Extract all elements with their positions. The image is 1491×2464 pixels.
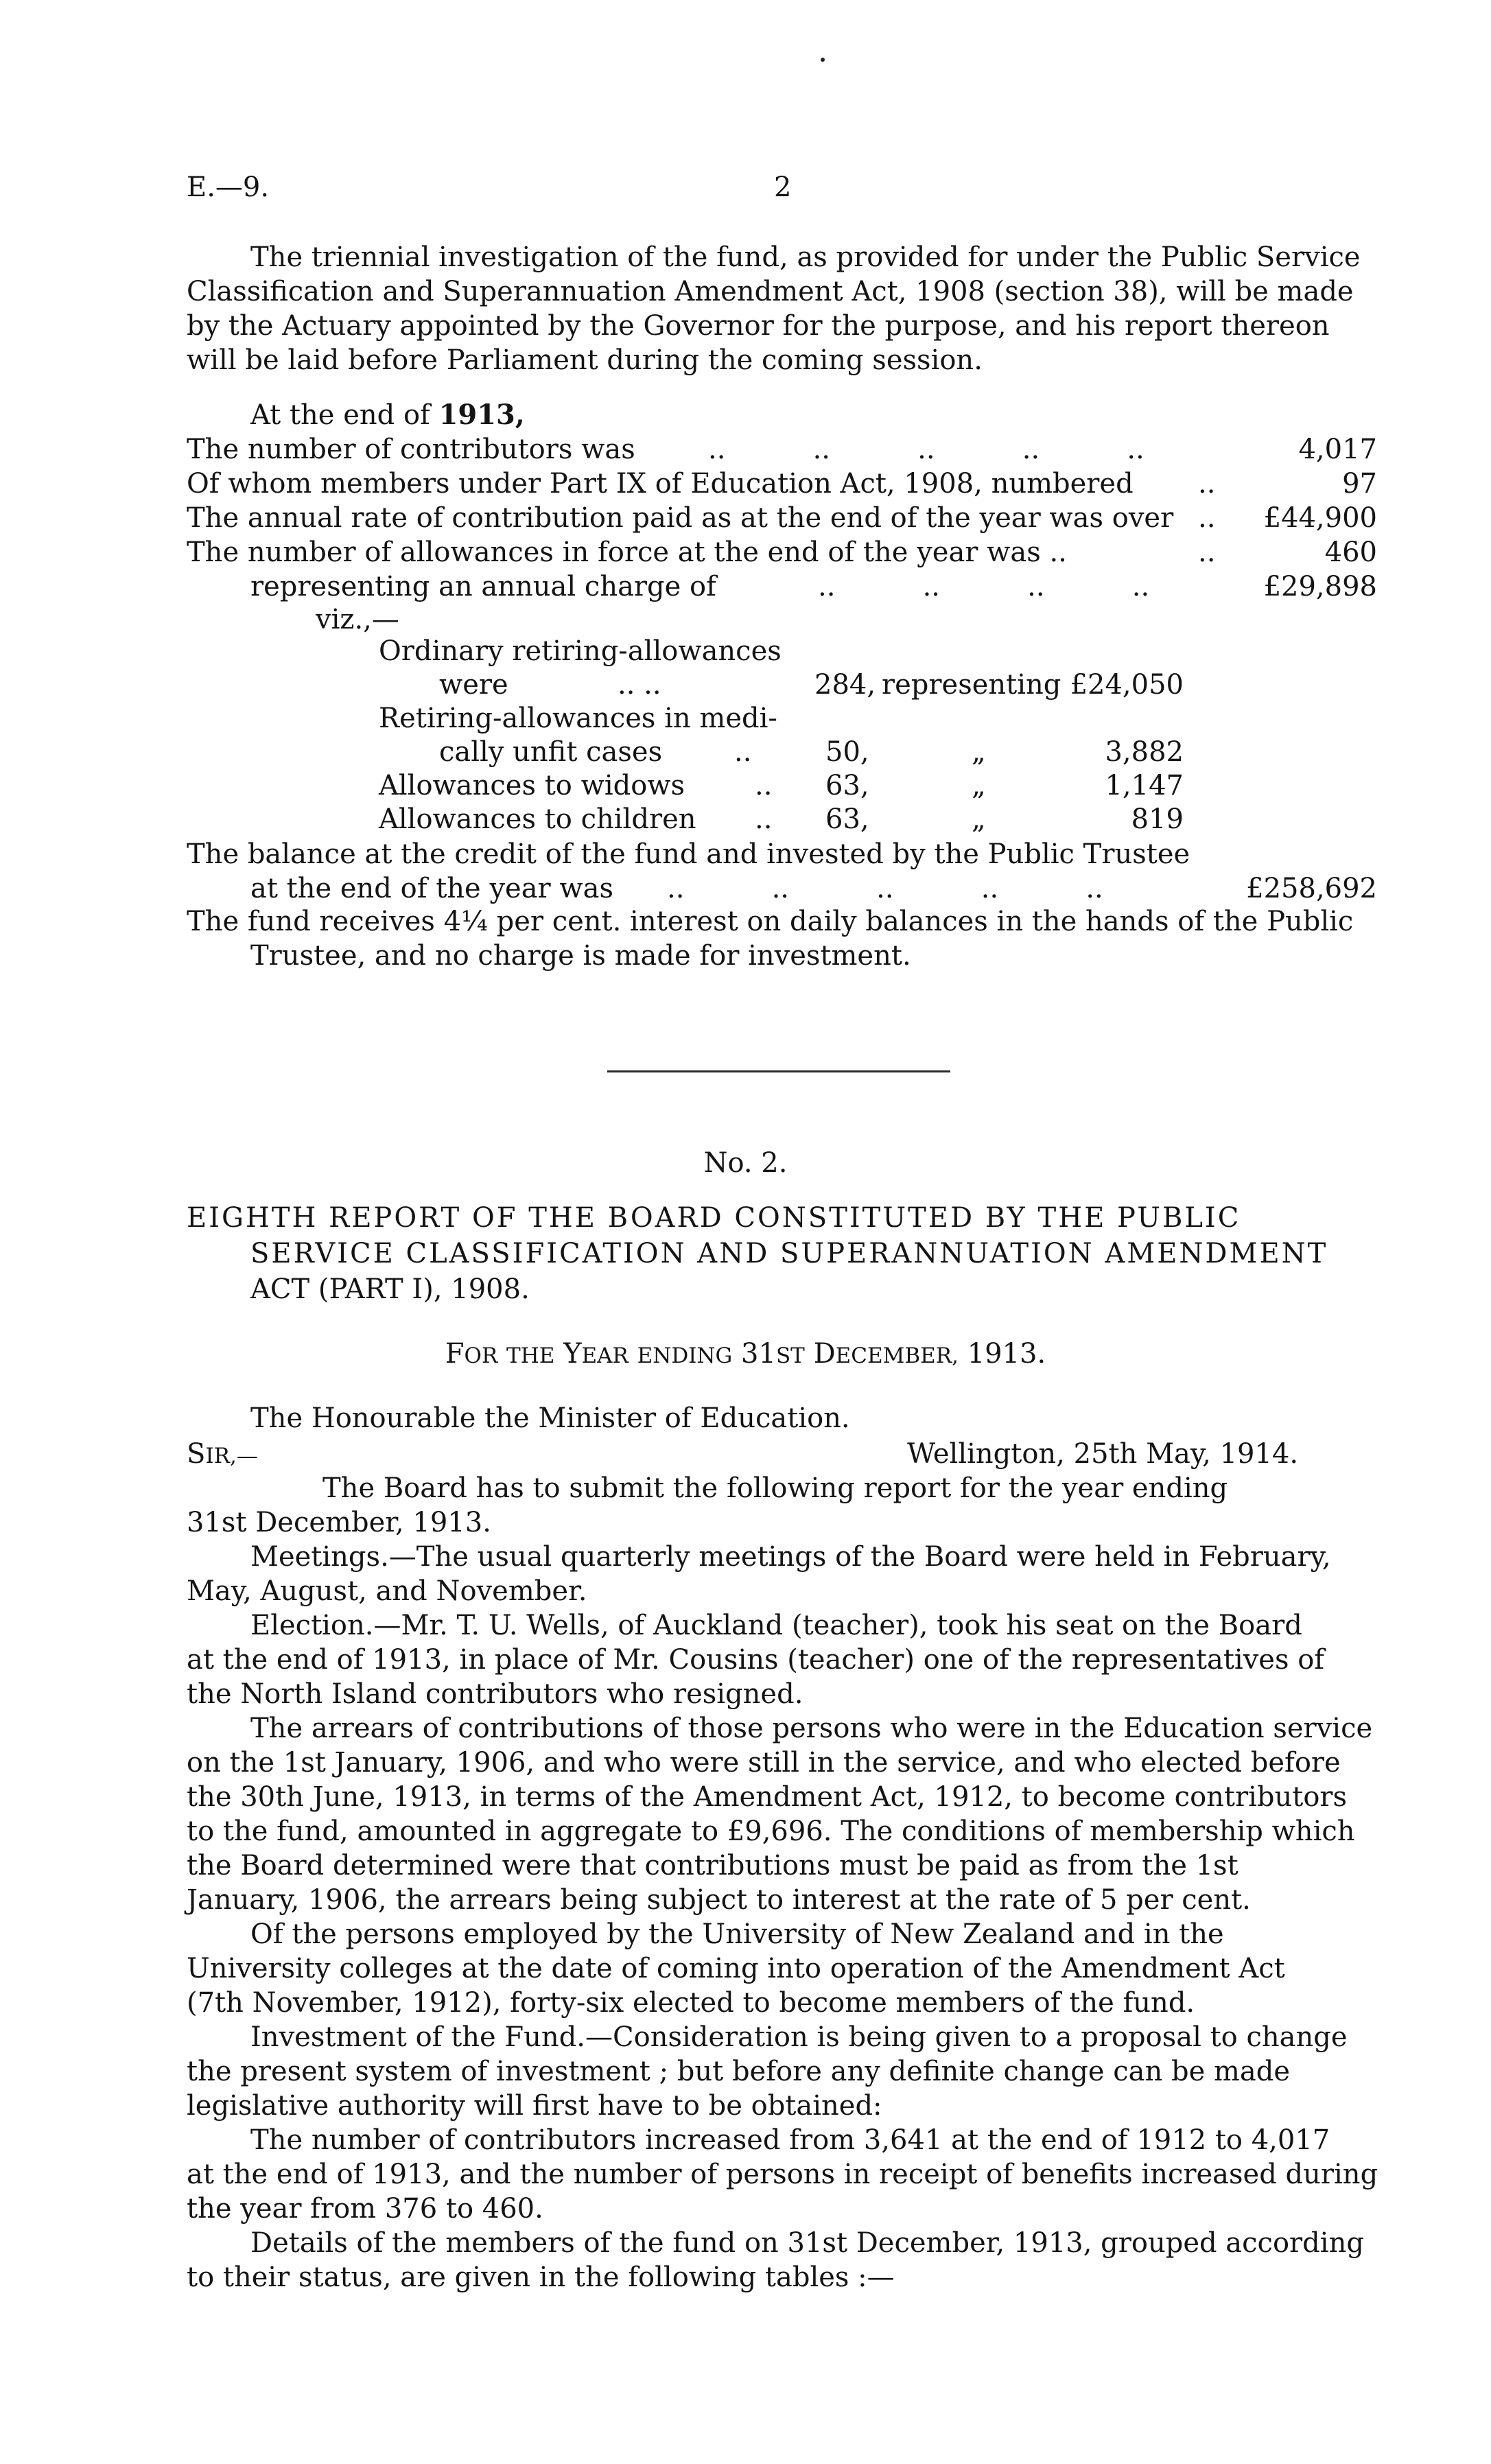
report-subtitle: FOR THE YEAR ENDING 31ST DECEMBER, 1913.	[445, 1338, 1046, 1370]
para-4-line-4: to the fund, amounted in aggregate to £9,696. The conditions of membership which	[187, 1816, 1355, 1847]
leader-dots: ..	[734, 736, 752, 768]
ordinary-label-line1: Ordinary retiring-allowances	[379, 635, 782, 667]
section-divider	[607, 1070, 950, 1072]
leader-dots: .. ..	[618, 669, 661, 701]
para-3-line-1: Election.—Mr. T. U. Wells, of Auckland (teacher), took his seat on the Board	[250, 1610, 1302, 1641]
letter-addressee: The Honourable the Minister of Education.	[250, 1403, 850, 1434]
para-4-line-1: The arrears of contributions of those persons who were in the Education service	[250, 1713, 1373, 1744]
summary-row-allowances: The number of allowances in force at the end of the year was .. .. 460	[187, 537, 1377, 568]
summary-row-annual-rate: The annual rate of contribution paid as at the end of the year was over .. £44,900	[187, 502, 1377, 534]
section-number: No. 2.	[703, 1147, 788, 1179]
para-5-line-1: Of the persons employed by the University of New Zealand and in the	[250, 1919, 1224, 1950]
para-1-line-1: The Board has to submit the following report for the year ending	[322, 1472, 1228, 1504]
intro-line-3: by the Actuary appointed by the Governor for the purpose, and his report thereon	[187, 310, 1330, 342]
speck-mark	[821, 58, 825, 62]
letter-salutation-line	[187, 1437, 1377, 1473]
viz-label: viz.,—	[316, 604, 399, 635]
ditto-mark: „	[972, 736, 986, 768]
leader-dots: ..	[1198, 502, 1216, 534]
document-code: E.—9.	[187, 172, 270, 203]
para-4-line-3: the 30th June, 1913, in terms of the Amendment Act, 1912, to become contributors	[187, 1781, 1348, 1813]
intro-line-2: Classification and Superannuation Amendment Act, 1908 (section 38), will be made	[187, 276, 1354, 307]
para-8-line-1: Details of the members of the fund on 31st December, 1913, grouped according	[250, 2227, 1364, 2259]
summary-row-annual-charge: representing an annual charge of .. .. .. .. £29,898	[250, 571, 1377, 602]
ordinary-count: 284,	[814, 669, 876, 701]
leader-dots: ..	[1198, 537, 1216, 568]
leader-dots: ..	[755, 803, 773, 835]
medical-amount: 3,882	[1105, 736, 1184, 768]
para-8-line-2: to their status, are given in the following tables :—	[187, 2262, 895, 2293]
balance-line-1: The balance at the credit of the fund and invested by the Public Trustee	[187, 838, 1190, 870]
children-label: Allowances to children	[379, 803, 696, 835]
para-5-line-3: (7th November, 1912), forty-six elected to become members of the fund.	[187, 1987, 1195, 2019]
interest-line-1: The fund receives 4¼ per cent. interest on daily balances in the hands of the Public	[187, 906, 1354, 937]
salutation: SIR,—	[187, 1438, 258, 1470]
balance-row: at the end of the year was .. .. .. .. .. £258,692	[250, 873, 1377, 904]
leader-dots: ..	[755, 770, 773, 801]
medical-count: 50,	[825, 736, 869, 768]
ditto-mark: „	[972, 770, 986, 801]
interest-line-2: Trustee, and no charge is made for investment.	[250, 940, 911, 972]
ordinary-amount: £24,050	[1070, 669, 1184, 701]
para-6-line-1: Investment of the Fund.—Consideration is being given to a proposal to change	[250, 2021, 1348, 2053]
para-3-line-2: at the end of 1913, in place of Mr. Cousins (teacher) one of the representatives of	[187, 1644, 1325, 1676]
medical-label-line2: cally unfit cases	[439, 736, 663, 768]
place-date: Wellington, 25th May, 1914.	[907, 1438, 1299, 1470]
para-4-line-6: January, 1906, the arrears being subject to interest at the rate of 5 per cent.	[187, 1884, 1251, 1916]
para-7-line-2: at the end of 1913, and the number of persons in receipt of benefits increased during	[187, 2159, 1378, 2190]
leader-dots: .. .. .. ..	[818, 571, 1150, 602]
para-6-line-3: legislative authority will first have to be obtained:	[187, 2090, 882, 2122]
widows-count: 63,	[825, 770, 869, 801]
medical-label-line1: Retiring-allowances in medi-	[379, 703, 777, 734]
ditto-mark: „	[972, 803, 986, 835]
report-title-line-1: EIGHTH REPORT OF THE BOARD CONSTITUTED BY THE PUBLIC	[187, 1202, 1241, 1234]
para-7-line-3: the year from 376 to 460.	[187, 2193, 543, 2225]
running-header	[187, 170, 1377, 204]
widows-label: Allowances to widows	[379, 770, 685, 801]
leader-dots: ..	[1198, 468, 1216, 500]
summary-row-contributors: The number of contributors was .. .. .. .. .. 4,017	[187, 434, 1377, 465]
children-count: 63,	[825, 803, 869, 835]
intro-line-1-text: The triennial investigation of the fund, as provided for under the Public Service	[250, 242, 1361, 273]
para-3-line-3: the North Island contributors who resigned.	[187, 1678, 803, 1710]
children-amount: 819	[1131, 803, 1184, 835]
leader-dots: .. .. .. .. ..	[667, 873, 1103, 904]
intro-line-4: will be laid before Parliament during the coming session.	[187, 344, 983, 376]
page-number: 2	[774, 172, 792, 203]
ordinary-representing: representing	[882, 669, 1061, 701]
para-4-line-5: the Board determined were that contributions must be paid as from the 1st	[187, 1850, 1238, 1881]
widows-amount: 1,147	[1105, 770, 1184, 801]
para-1-line-2: 31st December, 1913.	[187, 1507, 491, 1538]
para-6-line-2: the present system of investment ; but before any definite change can be made	[187, 2056, 1291, 2087]
para-4-line-2: on the 1st January, 1906, and who were still in the service, and who elected before	[187, 1747, 1341, 1779]
intro-line-1	[250, 240, 1377, 274]
report-title-line-2: SERVICE CLASSIFICATION AND SUPERANNUATION AMENDMENT	[250, 1238, 1328, 1269]
ordinary-label-line2: were	[439, 669, 508, 701]
para-5-line-2: University colleges at the date of coming into operation of the Amendment Act	[187, 1953, 1285, 1984]
leader-dots: .. .. .. .. ..	[708, 434, 1144, 465]
summary-heading: At the end of 1913,	[250, 399, 525, 431]
para-7-line-1: The number of contributors increased from 3,641 at the end of 1912 to 4,017	[250, 2124, 1330, 2156]
summary-row-part-ix: Of whom members under Part IX of Education Act, 1908, numbered .. 97	[187, 468, 1377, 500]
para-2-line-1: Meetings.—The usual quarterly meetings of the Board were held in February,	[250, 1541, 1331, 1573]
para-2-line-2: May, August, and November.	[187, 1575, 587, 1607]
report-title-line-3: ACT (PART I), 1908.	[250, 1274, 530, 1305]
